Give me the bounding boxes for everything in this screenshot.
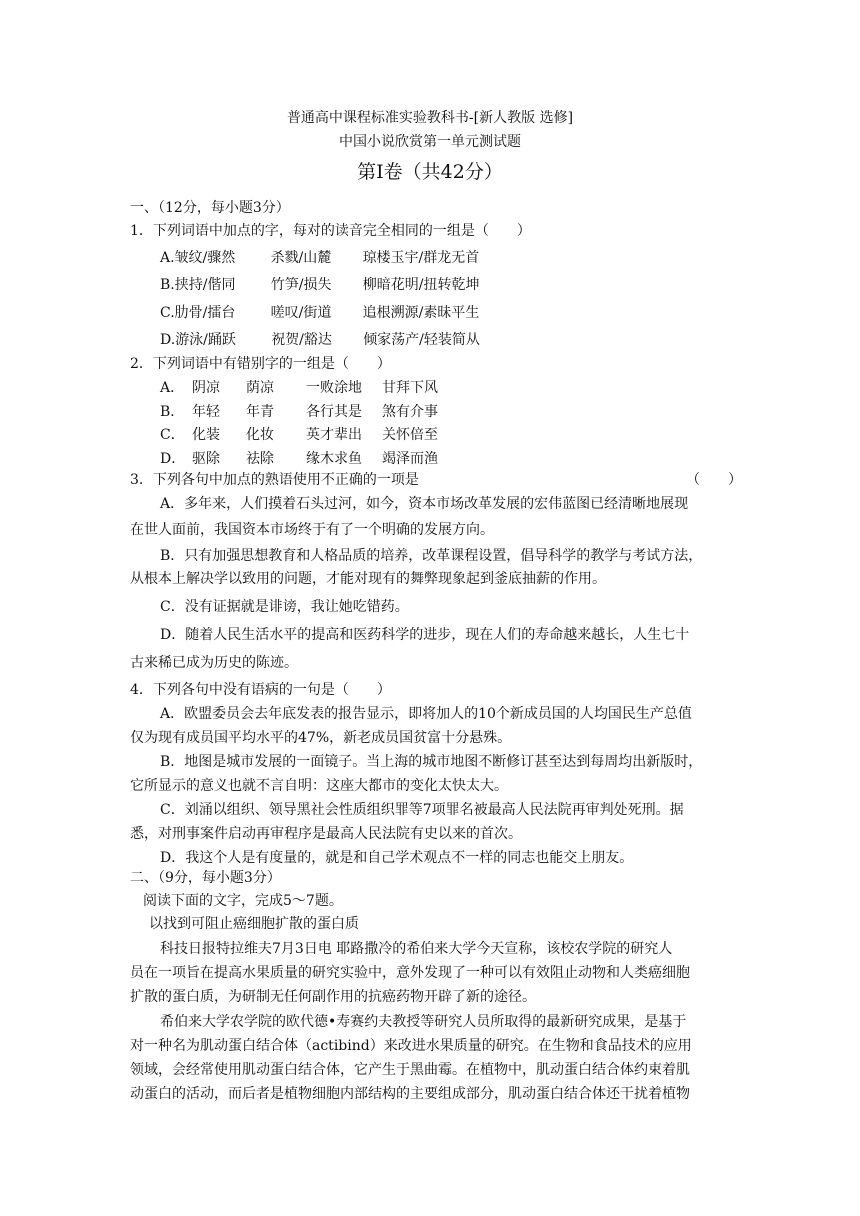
option-item: 年青	[246, 404, 274, 420]
q4-option-c-line1: C．刘涌以组织、领导黑社会性质组织罪等7项罪名被最高人民法院再审判处死刑。据	[160, 802, 684, 818]
article-title: 以找到可阻止癌细胞扩散的蛋白质	[149, 916, 359, 932]
option-item: 祛除	[246, 451, 274, 467]
article-p1-line2: 员在一项旨在提高水果质量的研究实验中，意外发现了一种可以有效阻止动物和人类癌细胞	[130, 965, 690, 981]
option-item: 游泳/踊跃	[175, 332, 236, 348]
option-item: 挟持/偕同	[174, 277, 236, 293]
q2-stem: 2．下列词语中有错别字的一组是（ ）	[130, 356, 391, 372]
q1-stem: 1．下列词语中加点的字，每对的读音完全相同的一组是（ ）	[130, 223, 531, 239]
option-item: 肋骨/擂台	[174, 305, 236, 321]
section1-heading: 一、（12分，每小题3分）	[130, 200, 290, 216]
article-p2-line2: 对一种名为肌动蛋白结合体（actibind）来改进水果质量的研究。在生物和食品技术的应用	[130, 1038, 692, 1054]
textbook-series-header: 普通高中课程标准实验教科书-[新人教版 选修]	[286, 110, 574, 126]
option-item: 各行其是	[306, 404, 362, 420]
q3-option-b-line2: 从根本上解决学以致用的问题，才能对现有的舞弊现象起到釜底抽薪的作用。	[130, 571, 606, 587]
volume-title: 第Ⅰ卷（共42分）	[357, 161, 503, 183]
q1-option-d	[160, 331, 480, 349]
option-item: 嗟叹/街道	[270, 305, 332, 321]
option-item: 年轻	[192, 404, 220, 420]
option-item: 驱除	[192, 451, 220, 467]
q4-option-a-line1: A．欧盟委员会去年底发表的报告显示，即将加人的10个新成员国的人均国民生产总值	[160, 706, 692, 722]
q4-stem: 4．下列各句中没有语病的一句是（ ）	[130, 682, 391, 698]
q3-option-d-line2: 古来稀已成为历史的陈迹。	[130, 655, 298, 671]
article-p1-line1: 科技日报特拉维夫7月3日电 耶路撒冷的希伯来大学今天宣称，该校农学院的研究人	[160, 941, 673, 957]
q1-option-b	[160, 276, 479, 294]
test-title: 中国小说欣赏第一单元测试题	[339, 134, 521, 150]
option-label: C．	[160, 427, 185, 443]
option-item: 关怀倍至	[382, 427, 438, 443]
q4-option-d: D．我这个人是有度量的，就是和自己学术观点不一样的同志也能交上朋友。	[160, 850, 634, 866]
option-item: 化装	[192, 427, 220, 443]
option-item: 追根溯源/素昧平生	[362, 305, 480, 321]
q2-option-c	[160, 426, 438, 444]
option-item: 杀戮/山麓	[270, 250, 332, 266]
q3-option-b-line1: B．只有加强思想教育和人格品质的培养，改革课程设置，倡导科学的教学与考试方法，	[160, 548, 703, 564]
option-item: 柳暗花明/扭转乾坤	[362, 277, 480, 293]
option-label: A．	[160, 380, 185, 396]
option-item: 化妆	[246, 427, 274, 443]
q3-answer-paren: （ ）	[686, 472, 742, 488]
option-label: B.	[160, 277, 175, 293]
option-item: 竹笋/损失	[270, 277, 332, 293]
q3-stem: 3．下列各句中加点的熟语使用不正确的一项是	[130, 472, 419, 488]
option-label: D.	[160, 332, 176, 348]
option-item: 一败涂地	[306, 380, 362, 396]
option-item: 阴凉	[192, 380, 220, 396]
section2-heading: 二、（9分，每小题3分）	[130, 870, 281, 886]
option-label: A.	[160, 250, 175, 266]
option-label: B．	[160, 404, 185, 420]
q2-option-a	[160, 379, 438, 397]
option-label: D．	[160, 451, 186, 467]
option-item: 甘拜下风	[382, 380, 438, 396]
option-item: 琼楼玉宇/群龙无首	[362, 250, 480, 266]
q2-option-b	[160, 403, 438, 421]
q4-option-c-line2: 悉，对刑事案件启动再审程序是最高人民法院有史以来的首次。	[130, 826, 522, 842]
q3-option-d-line1: D．随着人民生活水平的提高和医药科学的进步，现在人们的寿命越来越长，人生七十	[160, 627, 690, 643]
article-p2-line1: 希伯来大学农学院的欧代德•寿赛约夫教授等研究人员所取得的最新研究成果，是基于	[160, 1014, 687, 1030]
option-item: 倾家荡产/轻装简从	[363, 332, 480, 348]
option-item: 英才辈出	[306, 427, 362, 443]
q4-option-a-line2: 仅为现有成员国平均水平的47%，新老成员国贫富十分悬殊。	[130, 730, 512, 746]
q1-option-a	[160, 249, 479, 267]
option-item: 祝贺/豁达	[271, 332, 332, 348]
q4-option-b-line1: B．地图是城市发展的一面镜子。当上海的城市地图不断修订甚至达到每周均出新版时，	[160, 754, 703, 770]
article-p2-line3: 领域，会经常使用肌动蛋白结合体，它产生于黑曲霉。在植物中，肌动蛋白结合体约束着肌	[130, 1062, 690, 1078]
q1-option-c	[160, 304, 479, 322]
option-item: 荫凉	[246, 380, 274, 396]
q3-option-a-line1: A．多年来，人们摸着石头过河，如今，资本市场改革发展的宏伟蓝图已经清晰地展现	[160, 496, 689, 512]
option-item: 煞有介事	[382, 404, 438, 420]
q3-option-c: C．没有证据就是诽谤，我让她吃错药。	[160, 599, 409, 615]
option-item: 缘木求鱼	[306, 451, 362, 467]
reading-instruction: 阅读下面的文字，完成5～7题。	[143, 893, 343, 909]
option-item: 皱纹/骤然	[174, 250, 236, 266]
option-item: 竭泽而渔	[382, 451, 438, 467]
option-label: C.	[160, 305, 175, 321]
article-p2-line4: 动蛋白的活动，而后者是植物细胞内部结构的主要组成部分，肌动蛋白结合体还干扰着植物	[130, 1086, 690, 1102]
q2-option-d	[160, 450, 438, 468]
q4-option-b-line2: 它所显示的意义也就不言自明：这座大都市的变化太快太大。	[130, 778, 508, 794]
q3-option-a-line2: 在世人面前，我国资本市场终于有了一个明确的发展方向。	[130, 522, 494, 538]
article-p1-line3: 扩散的蛋白质，为研制无任何副作用的抗癌药物开辟了新的途径。	[130, 989, 536, 1005]
